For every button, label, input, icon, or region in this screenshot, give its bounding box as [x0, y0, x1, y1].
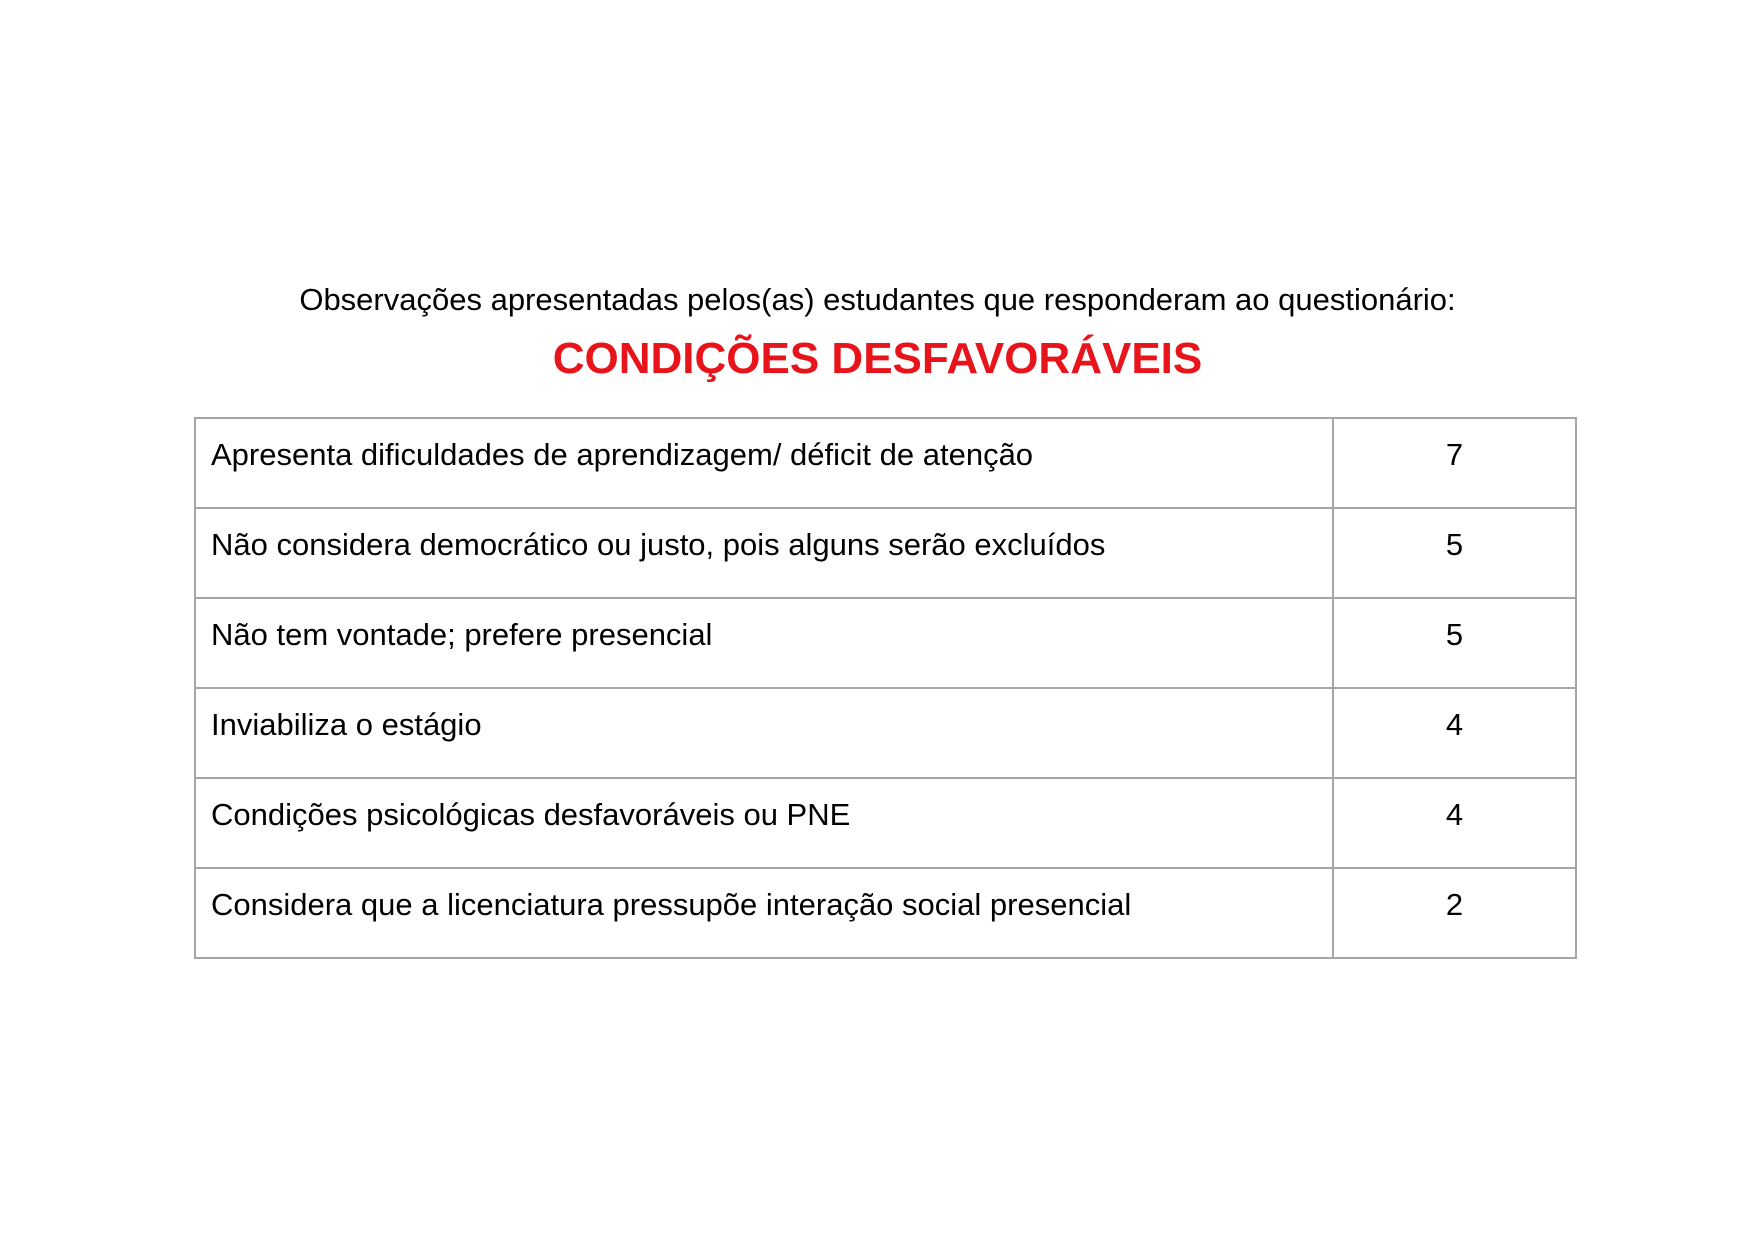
- table-row: [195, 508, 1576, 598]
- table-row: [195, 868, 1576, 958]
- row-label: Não considera democrático ou justo, pois alguns serão excluídos: [195, 508, 1333, 598]
- table-row: [195, 598, 1576, 688]
- table-row: [195, 418, 1576, 508]
- row-label: Não tem vontade; prefere presencial: [195, 598, 1333, 688]
- table-row: [195, 688, 1576, 778]
- row-count: 4: [1333, 778, 1576, 868]
- row-count: 7: [1333, 418, 1576, 508]
- document-subtitle: Observações apresentadas pelos(as) estudantes que responderam ao questionário:: [299, 282, 1456, 317]
- row-count: 5: [1333, 598, 1576, 688]
- table-row: [195, 778, 1576, 868]
- document-title: CONDIÇÕES DESFAVORÁVEIS: [552, 334, 1203, 383]
- row-count: 5: [1333, 508, 1576, 598]
- observations-table: [194, 417, 1577, 959]
- row-label: Inviabiliza o estágio: [195, 688, 1333, 778]
- row-label: Apresenta dificuldades de aprendizagem/ déficit de atenção: [195, 418, 1333, 508]
- row-count: 4: [1333, 688, 1576, 778]
- row-count: 2: [1333, 868, 1576, 958]
- row-label: Condições psicológicas desfavoráveis ou PNE: [195, 778, 1333, 868]
- row-label: Considera que a licenciatura pressupõe interação social presencial: [195, 868, 1333, 958]
